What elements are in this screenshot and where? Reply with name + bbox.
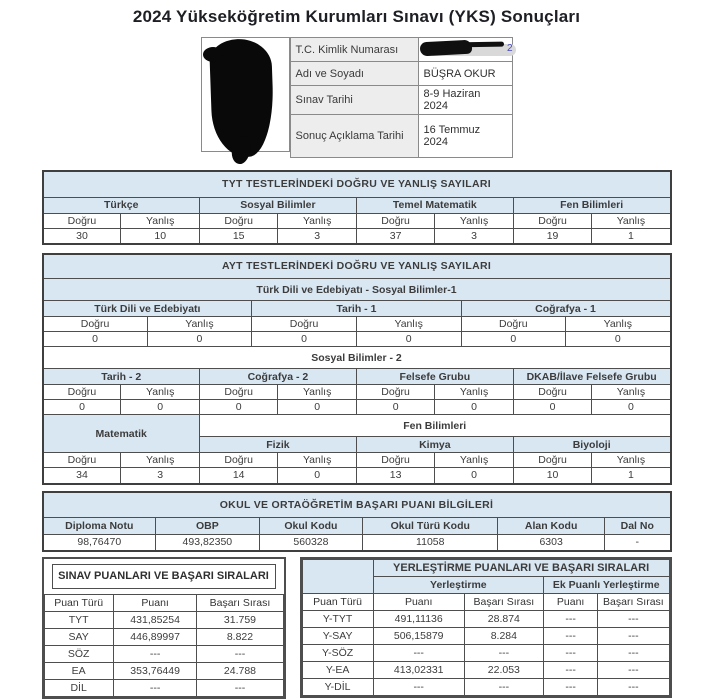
value-cell: 0: [356, 400, 434, 415]
group-header-ek-puanli: Ek Puanlı Yerleştirme: [543, 576, 669, 593]
value-cell: 30: [43, 228, 121, 244]
tyt-subject-row: [43, 197, 671, 213]
puan-turu-cell: Y-EA: [302, 661, 373, 678]
photo-redaction-notch: [203, 47, 223, 62]
subject-header: Coğrafya - 1: [461, 301, 671, 317]
page-title: 2024 Yükseköğretim Kurumları Sınavı (YKS) Sonuçları: [132, 7, 581, 26]
ek-sira-cell: ---: [598, 661, 669, 678]
puan-turu-cell: Y-SAY: [302, 627, 373, 644]
okul-title-row: [43, 492, 671, 518]
value-cell: 560328: [259, 535, 363, 551]
column-header: Başarı Sırası: [598, 593, 669, 610]
subject-header: Fizik: [199, 437, 356, 453]
sira-cell: ---: [464, 678, 543, 695]
column-header: Puan Türü: [44, 594, 113, 611]
value-cell: 3: [278, 228, 356, 244]
yanlis-header: Yanlış: [566, 317, 671, 332]
sira-cell: ---: [197, 679, 283, 696]
value-cell: 0: [43, 332, 148, 347]
puan-turu-cell: SAY: [44, 628, 113, 645]
column-header: Puanı: [113, 594, 197, 611]
column-header: Alan Kodu: [498, 518, 605, 535]
kimlik-label: T.C. Kimlik Numarası: [290, 38, 418, 62]
subject-header: DKAB/İlave Felsefe Grubu: [513, 369, 670, 385]
sinav-puanlari-block: [42, 557, 286, 699]
dogru-header: Doğru: [356, 453, 434, 468]
yerlestirme-header-row: [302, 593, 669, 610]
subject-header: Coğrafya - 2: [199, 369, 356, 385]
subject-header: Tarih - 2: [43, 369, 200, 385]
sinav-header-row: [44, 594, 283, 611]
okul-table: [42, 491, 672, 552]
yerlestirme-title: YERLEŞTİRME PUANLARI VE BAŞARI SIRALARI: [373, 559, 669, 576]
value-cell: 15: [199, 228, 277, 244]
name-label: Adı ve Soyadı: [290, 62, 418, 86]
ayt-table: [42, 253, 672, 485]
column-header: Diploma Notu: [43, 518, 156, 535]
column-header: Başarı Sırası: [197, 594, 283, 611]
subject-header: Sosyal Bilimler: [199, 197, 356, 213]
value-cell: 0: [461, 332, 566, 347]
subject-header: Temel Matematik: [356, 197, 513, 213]
yanlis-header: Yanlış: [147, 317, 252, 332]
identity-row-name: [290, 62, 512, 86]
name-value: BÜŞRA OKUR: [418, 62, 512, 86]
score-row: [44, 645, 283, 662]
value-cell: 0: [278, 400, 356, 415]
puan-turu-cell: EA: [44, 662, 113, 679]
ayt-section2-title-row: [43, 347, 671, 369]
sinav-puanlari-table: [44, 594, 284, 697]
ek-puan-cell: ---: [543, 627, 597, 644]
score-row: [302, 627, 669, 644]
identity-row-result-date: [290, 115, 512, 158]
puan-cell: 446,89997: [113, 628, 197, 645]
sira-cell: 22.053: [464, 661, 543, 678]
yanlis-header: Yanlış: [592, 453, 671, 468]
ayt-section1-dy-row: [43, 317, 671, 332]
value-cell: 1: [592, 468, 671, 484]
puan-turu-cell: Y-SÖZ: [302, 644, 373, 661]
value-cell: 0: [566, 332, 671, 347]
sira-cell: 8.822: [197, 628, 283, 645]
identity-table: [290, 37, 513, 158]
puan-turu-cell: Y-DİL: [302, 678, 373, 695]
kimlik-redaction: [424, 42, 516, 57]
puan-cell: ---: [373, 678, 464, 695]
column-header: Puanı: [543, 593, 597, 610]
dogru-header: Doğru: [43, 453, 121, 468]
ek-sira-cell: ---: [598, 678, 669, 695]
okul-values-row: [43, 535, 671, 551]
column-header: Puan Türü: [302, 593, 373, 610]
ayt-title: AYT TESTLERİNDEKİ DOĞRU VE YANLIŞ SAYILARI: [43, 254, 671, 279]
ek-puan-cell: ---: [543, 661, 597, 678]
puan-cell: ---: [113, 645, 197, 662]
yanlis-header: Yanlış: [592, 385, 671, 400]
value-cell: 0: [435, 400, 513, 415]
score-row: [302, 678, 669, 695]
exam-date-label: Sınav Tarihi: [290, 86, 418, 115]
fen-bilimleri-title: Fen Bilimleri: [199, 415, 670, 437]
dogru-header: Doğru: [199, 213, 277, 228]
score-row: [44, 679, 283, 696]
ayt-section1-title: Türk Dili ve Edebiyatı - Sosyal Bilimler-1: [43, 279, 671, 301]
puan-cell: 491,11136: [373, 610, 464, 627]
subject-header: Fen Bilimleri: [513, 197, 670, 213]
subject-header: Türk Dili ve Edebiyatı: [43, 301, 252, 317]
value-cell: 10: [513, 468, 591, 484]
group-header-yerlestirme: Yerleştirme: [373, 576, 543, 593]
tyt-title: TYT TESTLERİNDEKİ DOĞRU VE YANLIŞ SAYILARI: [43, 171, 671, 197]
dogru-header: Doğru: [252, 317, 357, 332]
yanlis-header: Yanlış: [278, 453, 356, 468]
kimlik-value: [418, 38, 512, 62]
sinav-puanlari-title: SINAV PUANLARI VE BAŞARI SIRALARI: [52, 564, 276, 589]
value-cell: 11058: [363, 535, 498, 551]
ayt-section2-values-row: [43, 400, 671, 415]
ayt-section3-dy-row: [43, 453, 671, 468]
puan-cell: ---: [113, 679, 197, 696]
column-header: Başarı Sırası: [464, 593, 543, 610]
identity-row-kimlik: [290, 38, 512, 62]
tyt-dy-row: [43, 213, 671, 228]
dogru-header: Doğru: [513, 213, 591, 228]
yanlis-header: Yanlış: [278, 213, 356, 228]
ek-puan-cell: ---: [543, 678, 597, 695]
value-cell: 10: [121, 228, 199, 244]
sira-cell: 24.788: [197, 662, 283, 679]
ayt-section2-dy-row: [43, 385, 671, 400]
dogru-header: Doğru: [43, 385, 121, 400]
yerlestirme-title-row: [302, 559, 669, 576]
yanlis-header: Yanlış: [435, 213, 513, 228]
column-header: Okul Türü Kodu: [363, 518, 498, 535]
puan-cell: 506,15879: [373, 627, 464, 644]
value-cell: 493,82350: [156, 535, 260, 551]
value-cell: 0: [43, 400, 121, 415]
score-row: [44, 662, 283, 679]
sira-cell: 31.759: [197, 611, 283, 628]
yanlis-header: Yanlış: [592, 213, 671, 228]
sira-cell: 28.874: [464, 610, 543, 627]
value-cell: 34: [43, 468, 121, 484]
value-cell: 98,76470: [43, 535, 156, 551]
value-cell: 0: [356, 332, 461, 347]
yanlis-header: Yanlış: [121, 213, 199, 228]
value-cell: 0: [147, 332, 252, 347]
value-cell: 0: [513, 400, 591, 415]
ek-sira-cell: ---: [598, 627, 669, 644]
value-cell: 0: [278, 468, 356, 484]
yanlis-header: Yanlış: [278, 385, 356, 400]
value-cell: 3: [121, 468, 199, 484]
puan-turu-cell: SÖZ: [44, 645, 113, 662]
result-date-value: 16 Temmuz 2024: [418, 115, 512, 158]
ayt-section1-title-row: [43, 279, 671, 301]
dogru-header: Doğru: [513, 453, 591, 468]
value-cell: 6303: [498, 535, 605, 551]
value-cell: 0: [199, 400, 277, 415]
dogru-header: Doğru: [199, 453, 277, 468]
value-cell: -: [605, 535, 671, 551]
dogru-header: Doğru: [43, 317, 148, 332]
value-cell: 37: [356, 228, 434, 244]
sira-cell: ---: [197, 645, 283, 662]
subject-header: Tarih - 1: [252, 301, 461, 317]
dogru-header: Doğru: [356, 213, 434, 228]
yanlis-header: Yanlış: [435, 385, 513, 400]
value-cell: 3: [435, 228, 513, 244]
subject-header: Türkçe: [43, 197, 200, 213]
score-row: [44, 628, 283, 645]
yanlis-header: Yanlış: [121, 453, 199, 468]
column-header: Okul Kodu: [259, 518, 363, 535]
score-row: [302, 610, 669, 627]
tyt-table: [42, 170, 672, 245]
ek-sira-cell: ---: [598, 610, 669, 627]
subject-header: Felsefe Grubu: [356, 369, 513, 385]
score-row: [302, 644, 669, 661]
okul-header-row: [43, 518, 671, 535]
puan-cell: 413,02331: [373, 661, 464, 678]
ayt-title-row: [43, 254, 671, 279]
yanlis-header: Yanlış: [435, 453, 513, 468]
puan-cell: 353,76449: [113, 662, 197, 679]
identity-section: [201, 37, 513, 153]
exam-date-value: 8-9 Haziran 2024: [418, 86, 512, 115]
kimlik-redaction-line: [453, 42, 503, 48]
subject-header: Biyoloji: [513, 437, 670, 453]
ayt-mat-fen-row: [43, 415, 671, 437]
puan-cell: 431,85254: [113, 611, 197, 628]
ayt-section1-subject-row: [43, 301, 671, 317]
ayt-section1-values-row: [43, 332, 671, 347]
yanlis-header: Yanlış: [356, 317, 461, 332]
puan-turu-cell: DİL: [44, 679, 113, 696]
dogru-header: Doğru: [513, 385, 591, 400]
dogru-header: Doğru: [43, 213, 121, 228]
value-cell: 1: [592, 228, 671, 244]
ek-puan-cell: ---: [543, 644, 597, 661]
value-cell: 0: [121, 400, 199, 415]
column-header: Puanı: [373, 593, 464, 610]
value-cell: 13: [356, 468, 434, 484]
score-row: [44, 611, 283, 628]
okul-title: OKUL VE ORTAÖĞRETİM BAŞARI PUANI BİLGİLERİ: [43, 492, 671, 518]
dogru-header: Doğru: [461, 317, 566, 332]
sira-cell: ---: [464, 644, 543, 661]
dogru-header: Doğru: [199, 385, 277, 400]
tyt-values-row: [43, 228, 671, 244]
ayt-section2-subject-row: [43, 369, 671, 385]
puan-cell: ---: [373, 644, 464, 661]
score-row: [302, 661, 669, 678]
sira-cell: 8.284: [464, 627, 543, 644]
value-cell: 0: [252, 332, 357, 347]
ayt-section2-title: Sosyal Bilimler - 2: [43, 347, 671, 369]
ayt-section3-values-row: [43, 468, 671, 484]
value-cell: 0: [435, 468, 513, 484]
kimlik-visible-digit: 2: [506, 43, 513, 54]
value-cell: 14: [199, 468, 277, 484]
matematik-header: Matematik: [43, 415, 200, 453]
tyt-title-row: [43, 171, 671, 197]
value-cell: 19: [513, 228, 591, 244]
identity-row-exam-date: [290, 86, 512, 115]
yerlestirme-puanlari-block: [300, 557, 672, 698]
value-cell: 0: [592, 400, 671, 415]
subject-header: Kimya: [356, 437, 513, 453]
corner-cell: [302, 559, 373, 593]
dogru-header: Doğru: [356, 385, 434, 400]
yerlestirme-table: [302, 559, 670, 696]
candidate-photo: [201, 37, 290, 152]
scores-section: [42, 557, 672, 699]
column-header: Dal No: [605, 518, 671, 535]
yanlis-header: Yanlış: [121, 385, 199, 400]
puan-turu-cell: TYT: [44, 611, 113, 628]
ek-sira-cell: ---: [598, 644, 669, 661]
result-date-label: Sonuç Açıklama Tarihi: [290, 115, 418, 158]
puan-turu-cell: Y-TYT: [302, 610, 373, 627]
ek-puan-cell: ---: [543, 610, 597, 627]
column-header: OBP: [156, 518, 260, 535]
